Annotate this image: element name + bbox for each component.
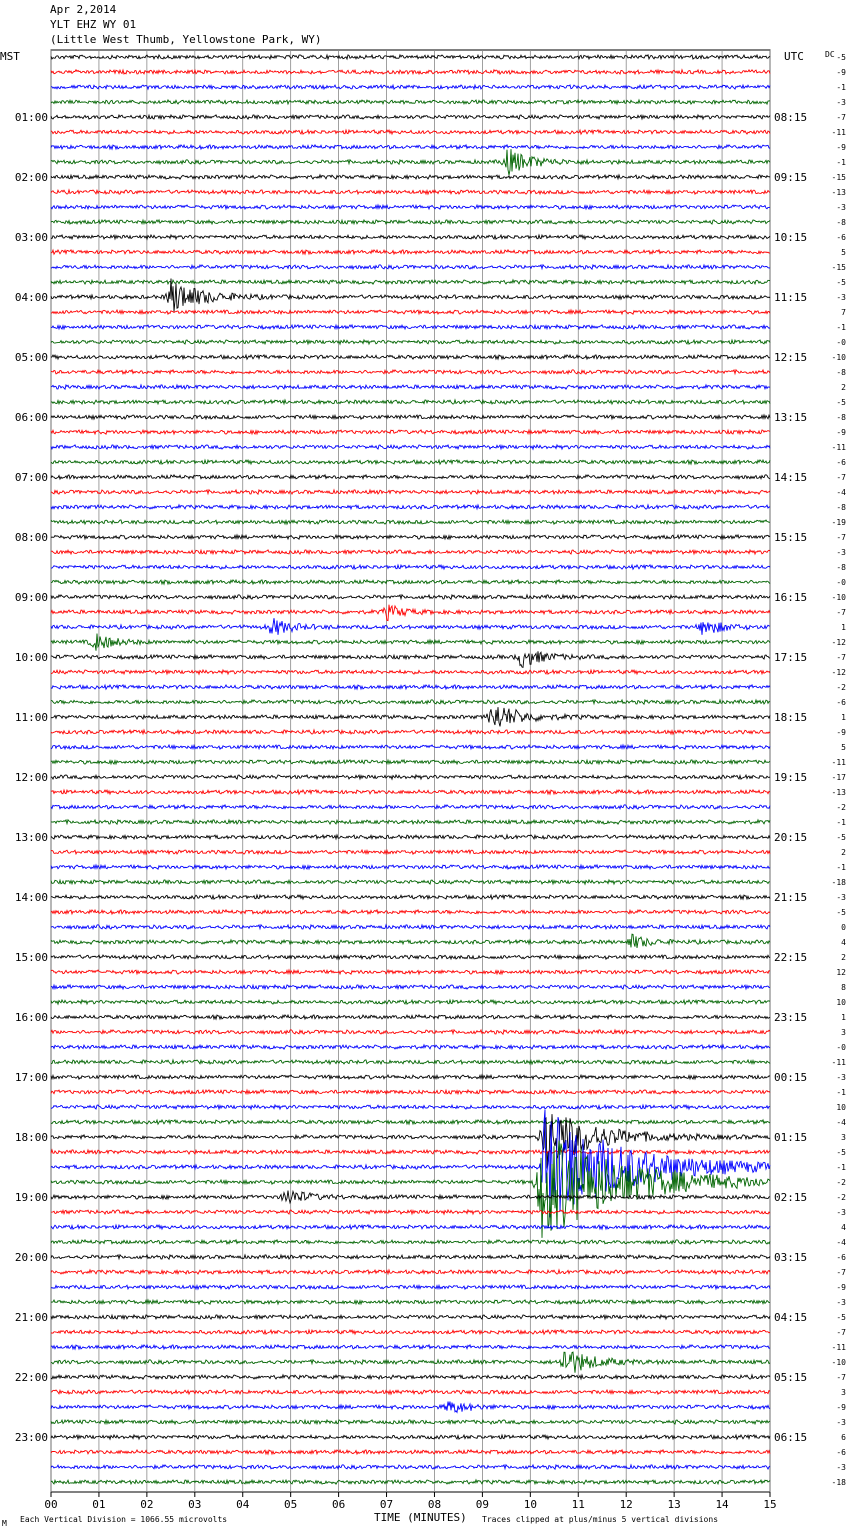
left-timezone-label: MST	[0, 50, 20, 63]
dc-offset-header: DC	[825, 50, 835, 59]
dc-offset-label: -9	[836, 143, 846, 152]
dc-offset-label: -9	[836, 428, 846, 437]
dc-offset-label: 2	[841, 848, 846, 857]
seismic-trace	[51, 1420, 770, 1424]
dc-offset-label: -18	[831, 878, 846, 887]
x-tick-label: 15	[763, 1498, 777, 1511]
x-tick-label: 00	[44, 1498, 58, 1511]
seismic-trace	[51, 820, 770, 824]
dc-offset-label: -7	[836, 533, 846, 542]
seismic-trace	[51, 149, 770, 175]
seismic-trace	[51, 145, 770, 149]
dc-offset-label: -9	[836, 1403, 846, 1412]
seismic-trace	[51, 460, 770, 464]
seismic-trace	[51, 1191, 770, 1203]
dc-offset-label: -8	[836, 563, 846, 572]
dc-offset-label: -3	[836, 1463, 846, 1472]
dc-offset-label: -11	[831, 758, 846, 767]
seismic-trace	[51, 1105, 770, 1109]
seismic-trace	[51, 565, 770, 569]
dc-offset-label: 5	[841, 743, 846, 752]
seismic-trace	[51, 1225, 770, 1229]
seismic-trace	[51, 505, 770, 509]
seismic-trace	[51, 415, 770, 419]
dc-offset-label: 10	[836, 998, 846, 1007]
seismic-trace	[51, 1150, 770, 1154]
seismic-trace	[51, 1090, 770, 1094]
seismic-trace	[51, 925, 770, 929]
seismic-trace	[51, 1110, 770, 1218]
utc-hour-label: 17:15	[774, 651, 808, 664]
seismic-trace	[51, 70, 770, 74]
dc-offset-label: -3	[836, 548, 846, 557]
seismic-trace	[51, 895, 770, 899]
mst-hour-label: 10:00	[14, 651, 48, 664]
seismic-trace	[51, 175, 770, 179]
seismic-trace	[51, 265, 770, 269]
seismic-trace	[51, 1480, 770, 1484]
dc-offset-label: 1	[841, 623, 846, 632]
seismic-trace	[51, 955, 770, 959]
dc-offset-label: -11	[831, 443, 846, 452]
mst-hour-label: 21:00	[14, 1311, 48, 1324]
mst-hour-label: 08:00	[14, 531, 48, 544]
dc-offset-label: -5	[836, 1148, 846, 1157]
mst-hour-label: 12:00	[14, 771, 48, 784]
dc-offset-label: -1	[836, 158, 846, 167]
dc-offset-label: -6	[836, 458, 846, 467]
seismic-trace	[51, 1270, 770, 1274]
dc-offset-label: -19	[831, 518, 846, 527]
dc-offset-label: -8	[836, 503, 846, 512]
dc-offset-label: -8	[836, 413, 846, 422]
seismic-trace	[51, 880, 770, 884]
seismic-trace	[51, 490, 770, 494]
dc-offset-label: -2	[836, 1178, 846, 1187]
mst-hour-label: 05:00	[14, 351, 48, 364]
seismic-trace	[51, 235, 770, 239]
seismic-trace	[51, 220, 770, 224]
mst-hour-label: 03:00	[14, 231, 48, 244]
seismic-trace	[51, 1300, 770, 1304]
x-tick-label: 05	[284, 1498, 298, 1511]
seismic-trace	[51, 1402, 770, 1413]
mst-hour-label: 17:00	[14, 1071, 48, 1084]
x-tick-label: 07	[379, 1498, 394, 1511]
utc-hour-label: 05:15	[774, 1371, 808, 1384]
dc-offset-label: -7	[836, 608, 846, 617]
seismic-trace	[51, 1015, 770, 1019]
seismic-trace	[51, 1315, 770, 1319]
dc-offset-label: -5	[836, 398, 846, 407]
seismic-trace	[51, 1000, 770, 1004]
dc-offset-label: -5	[836, 908, 846, 917]
dc-offset-label: 3	[841, 1388, 846, 1397]
dc-offset-label: 4	[841, 1223, 846, 1232]
seismic-trace	[51, 1045, 770, 1049]
utc-hour-label: 23:15	[774, 1011, 808, 1024]
utc-hour-label: 04:15	[774, 1311, 808, 1324]
dc-offset-label: 5	[841, 248, 846, 257]
seismic-trace	[51, 730, 770, 734]
dc-offset-label: -3	[836, 1073, 846, 1082]
dc-offset-label: -2	[836, 1193, 846, 1202]
dc-offset-label: -12	[831, 668, 846, 677]
seismic-trace	[51, 279, 770, 312]
x-tick-label: 11	[571, 1498, 585, 1511]
dc-offset-label: -1	[836, 863, 846, 872]
dc-offset-label: -7	[836, 1268, 846, 1277]
seismic-trace	[51, 850, 770, 854]
seismic-trace	[51, 700, 770, 704]
mst-hour-label: 02:00	[14, 171, 48, 184]
dc-offset-label: 2	[841, 953, 846, 962]
utc-hour-label: 15:15	[774, 531, 808, 544]
utc-hour-label: 11:15	[774, 291, 808, 304]
seismic-trace	[51, 550, 770, 554]
x-tick-label: 06	[331, 1498, 346, 1511]
dc-offset-label: -0	[836, 578, 846, 587]
dc-offset-label: -10	[831, 1358, 846, 1367]
x-tick-label: 02	[140, 1498, 154, 1511]
utc-hour-label: 19:15	[774, 771, 808, 784]
utc-hour-label: 12:15	[774, 351, 808, 364]
dc-offset-label: 3	[841, 1133, 846, 1142]
seismic-trace	[51, 1435, 770, 1439]
dc-offset-label: -12	[831, 638, 846, 647]
x-tick-label: 12	[619, 1498, 633, 1511]
utc-hour-label: 00:15	[774, 1071, 808, 1084]
seismic-trace	[51, 340, 770, 344]
seismic-trace	[51, 910, 770, 914]
seismic-trace	[51, 985, 770, 989]
dc-offset-label: -2	[836, 683, 846, 692]
dc-offset-label: -7	[836, 1328, 846, 1337]
seismic-trace	[51, 970, 770, 974]
x-tick-label: 04	[236, 1498, 250, 1511]
seismic-trace	[51, 1390, 770, 1394]
seismic-trace	[51, 1060, 770, 1064]
dc-offset-label: -1	[836, 1163, 846, 1172]
footer-mark: M	[2, 1519, 7, 1528]
dc-offset-label: -5	[836, 278, 846, 287]
dc-offset-label: -13	[831, 188, 846, 197]
x-tick-label: 10	[523, 1498, 537, 1511]
seismic-trace	[51, 475, 770, 479]
seismic-trace	[51, 520, 770, 524]
x-tick-label: 09	[475, 1498, 490, 1511]
seismic-trace	[51, 1285, 770, 1289]
seismic-trace	[51, 865, 770, 869]
dc-offset-label: -11	[831, 128, 846, 137]
seismic-trace	[51, 1375, 770, 1379]
dc-offset-label: -10	[831, 593, 846, 602]
seismic-trace	[51, 535, 770, 539]
utc-hour-label: 21:15	[774, 891, 808, 904]
x-axis-label: TIME (MINUTES)	[374, 1511, 467, 1524]
dc-offset-label: -6	[836, 233, 846, 242]
seismic-trace	[51, 1450, 770, 1454]
seismic-trace	[51, 618, 770, 635]
seismic-trace	[51, 430, 770, 434]
utc-hour-label: 13:15	[774, 411, 808, 424]
utc-hour-label: 14:15	[774, 471, 808, 484]
mst-hour-label: 07:00	[14, 471, 48, 484]
seismic-trace	[51, 707, 770, 726]
seismic-trace	[51, 1352, 770, 1373]
dc-offset-label: -4	[836, 1238, 846, 1247]
seismic-trace	[51, 400, 770, 404]
clip-note: Traces clipped at plus/minus 5 vertical divisions	[482, 1515, 719, 1524]
dc-offset-label: 7	[841, 308, 846, 317]
seismic-trace	[51, 325, 770, 329]
x-tick-label: 03	[188, 1498, 202, 1511]
seismic-trace	[51, 205, 770, 209]
dc-offset-label: -6	[836, 1448, 846, 1457]
dc-offset-label: -0	[836, 1043, 846, 1052]
dc-offset-label: 10	[836, 1103, 846, 1112]
seismic-trace	[51, 790, 770, 794]
dc-offset-label: -5	[836, 833, 846, 842]
dc-offset-label: -5	[836, 53, 846, 62]
dc-offset-label: -15	[831, 263, 846, 272]
seismic-trace	[51, 651, 770, 667]
dc-offset-label: -0	[836, 338, 846, 347]
utc-hour-label: 01:15	[774, 1131, 808, 1144]
dc-offset-label: -3	[836, 1298, 846, 1307]
mst-hour-label: 15:00	[14, 951, 48, 964]
mst-hour-label: 04:00	[14, 291, 48, 304]
dc-offset-label: -9	[836, 728, 846, 737]
dc-offset-label: -8	[836, 368, 846, 377]
utc-hour-label: 03:15	[774, 1251, 808, 1264]
mst-hour-label: 01:00	[14, 111, 48, 124]
dc-offset-label: -6	[836, 698, 846, 707]
seismic-trace	[51, 100, 770, 104]
dc-offset-label: -2	[836, 803, 846, 812]
dc-offset-label: 4	[841, 938, 846, 947]
mst-hour-label: 09:00	[14, 591, 48, 604]
dc-offset-label: -3	[836, 98, 846, 107]
seismic-trace	[51, 1141, 770, 1238]
seismic-trace	[51, 934, 770, 948]
dc-offset-label: -3	[836, 893, 846, 902]
dc-offset-label: 8	[841, 983, 846, 992]
dc-offset-label: 2	[841, 383, 846, 392]
seismic-trace	[51, 745, 770, 749]
utc-hour-label: 20:15	[774, 831, 808, 844]
dc-offset-label: -4	[836, 488, 846, 497]
utc-hour-label: 10:15	[774, 231, 808, 244]
seismic-trace	[51, 1120, 770, 1124]
seismic-trace	[51, 385, 770, 389]
seismic-trace	[51, 190, 770, 194]
seismic-trace	[51, 355, 770, 359]
station-code: YLT EHZ WY 01	[50, 18, 137, 31]
seismic-trace	[51, 775, 770, 779]
seismic-trace	[51, 595, 770, 599]
dc-offset-label: -10	[831, 353, 846, 362]
dc-offset-label: -15	[831, 173, 846, 182]
dc-offset-label: -1	[836, 83, 846, 92]
dc-offset-label: -3	[836, 1208, 846, 1217]
dc-offset-label: 0	[841, 923, 846, 932]
utc-hour-label: 08:15	[774, 111, 808, 124]
dc-offset-label: -9	[836, 68, 846, 77]
dc-offset-label: -11	[831, 1058, 846, 1067]
mst-hour-label: 11:00	[14, 711, 48, 724]
utc-hour-label: 18:15	[774, 711, 808, 724]
seismic-trace	[51, 1240, 770, 1244]
seismic-trace	[51, 130, 770, 134]
dc-offset-label: -17	[831, 773, 846, 782]
seismic-trace	[51, 835, 770, 839]
seismic-trace	[51, 634, 770, 651]
dc-offset-label: -5	[836, 1313, 846, 1322]
dc-offset-label: 1	[841, 1013, 846, 1022]
station-location: (Little West Thumb, Yellowstone Park, WY)	[50, 33, 322, 46]
dc-offset-label: -13	[831, 788, 846, 797]
mst-hour-label: 23:00	[14, 1431, 48, 1444]
dc-offset-label: 1	[841, 713, 846, 722]
seismic-trace	[51, 685, 770, 689]
seismic-trace	[51, 280, 770, 284]
dc-offset-label: -7	[836, 653, 846, 662]
seismic-trace	[51, 445, 770, 449]
dc-offset-label: 12	[836, 968, 846, 977]
dc-offset-label: -8	[836, 218, 846, 227]
mst-hour-label: 13:00	[14, 831, 48, 844]
seismic-trace	[51, 1255, 770, 1259]
seismic-trace	[51, 55, 770, 59]
dc-offset-label: -11	[831, 1343, 846, 1352]
seismic-trace	[51, 670, 770, 674]
seismic-trace	[51, 1330, 770, 1334]
scale-note: Each Vertical Division = 1066.55 microvolts	[20, 1515, 228, 1524]
x-tick-label: 13	[667, 1498, 681, 1511]
mst-hour-label: 20:00	[14, 1251, 48, 1264]
dc-offset-label: -1	[836, 1088, 846, 1097]
seismic-trace	[51, 1465, 770, 1469]
seismic-trace	[51, 1345, 770, 1349]
dc-offset-label: -9	[836, 1283, 846, 1292]
dc-offset-label: -3	[836, 1418, 846, 1427]
seismic-trace	[51, 85, 770, 89]
dc-offset-label: -6	[836, 1253, 846, 1262]
x-tick-label: 01	[92, 1498, 106, 1511]
seismic-trace	[51, 310, 770, 314]
x-tick-label: 08	[427, 1498, 442, 1511]
dc-offset-label: -7	[836, 473, 846, 482]
seismic-trace	[51, 370, 770, 374]
dc-offset-label: -4	[836, 1118, 846, 1127]
seismic-trace	[51, 1030, 770, 1034]
seismic-trace	[51, 115, 770, 119]
mst-hour-label: 06:00	[14, 411, 48, 424]
dc-offset-label: -3	[836, 293, 846, 302]
utc-hour-label: 02:15	[774, 1191, 808, 1204]
mst-hour-label: 22:00	[14, 1371, 48, 1384]
dc-offset-label: -7	[836, 1373, 846, 1382]
mst-hour-label: 18:00	[14, 1131, 48, 1144]
seismic-trace	[51, 805, 770, 809]
seismic-trace	[51, 580, 770, 584]
seismic-trace	[51, 250, 770, 254]
dc-offset-label: 3	[841, 1028, 846, 1037]
dc-offset-label: -1	[836, 818, 846, 827]
mst-hour-label: 14:00	[14, 891, 48, 904]
utc-hour-label: 22:15	[774, 951, 808, 964]
dc-offset-label: -3	[836, 203, 846, 212]
seismic-trace	[51, 760, 770, 764]
plot-date: Apr 2,2014	[50, 3, 117, 16]
seismic-trace	[51, 1075, 770, 1079]
dc-offset-label: -7	[836, 113, 846, 122]
seismic-trace	[51, 605, 770, 621]
dc-offset-label: -18	[831, 1478, 846, 1487]
dc-offset-label: -1	[836, 323, 846, 332]
utc-hour-label: 06:15	[774, 1431, 808, 1444]
utc-hour-label: 09:15	[774, 171, 808, 184]
mst-hour-label: 19:00	[14, 1191, 48, 1204]
dc-offset-label: 6	[841, 1433, 846, 1442]
x-tick-label: 14	[715, 1498, 729, 1511]
right-timezone-label: UTC	[784, 50, 804, 63]
seismic-trace	[51, 1210, 770, 1214]
mst-hour-label: 16:00	[14, 1011, 48, 1024]
utc-hour-label: 16:15	[774, 591, 808, 604]
